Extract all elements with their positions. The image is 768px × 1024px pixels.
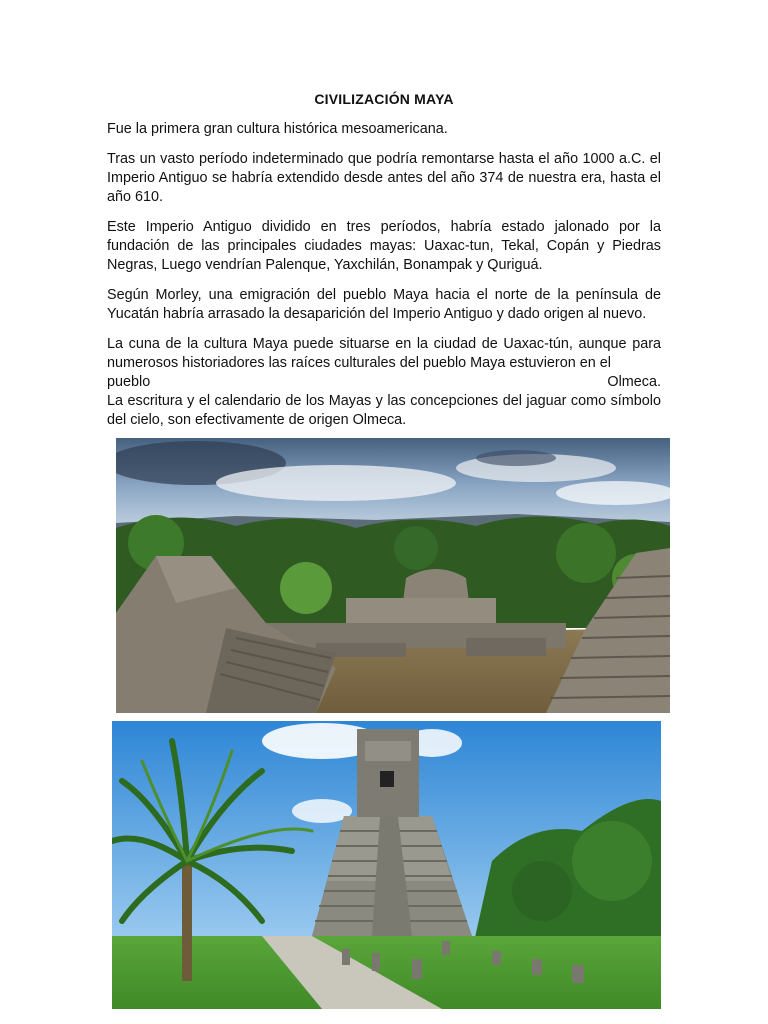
- maya-ruins-plaza-photo: [116, 438, 670, 713]
- paragraph-escritura-text: La escritura y el calendario de los Mayas y las concepciones del jaguar como símbolo del cielo, son efectivamente de origen Olmeca.: [107, 393, 661, 428]
- paragraph-imperio-antiguo: Tras un vasto período indeterminado que podría remontarse hasta el año 1000 a.C. el Imperio Antiguo se habría extendido desde antes del año 374 de nuestra era, hasta el año 610.: [107, 151, 661, 205]
- paragraph-cuna-last-line: [107, 373, 661, 392]
- paragraph-cuna-word-pueblo: pueblo: [107, 374, 151, 390]
- paragraph-cuna-word-olmeca: Olmeca.: [607, 374, 661, 390]
- maya-pyramid-temple-photo: [112, 721, 661, 1009]
- document-title: CIVILIZACIÓN MAYA: [314, 91, 454, 107]
- paragraph-intro: Fue la primera gran cultura histórica mesoamericana.: [107, 121, 448, 137]
- paragraph-periodos: Este Imperio Antiguo dividido en tres períodos, habría estado jalonado por la fundación de las principales ciudades mayas: Uaxac-tun, Tekal, Copán y Piedras Negras, Luego vendrían Palenque, Yaxchilán, Bonampak y Quriguá.: [107, 219, 661, 273]
- paragraph-cuna-text: La cuna de la cultura Maya puede situarse en la ciudad de Uaxac-tún, aunque para numerosos historiadores las raíces culturales del pueblo Maya estuvieron en el: [107, 336, 661, 371]
- paragraph-cuna-olmeca: [107, 335, 661, 430]
- paragraph-morley: Según Morley, una emigración del pueblo Maya hacia el norte de la península de Yucatán habría arrasado la desaparición del Imperio Antiguo y dado origen al nuevo.: [107, 287, 661, 322]
